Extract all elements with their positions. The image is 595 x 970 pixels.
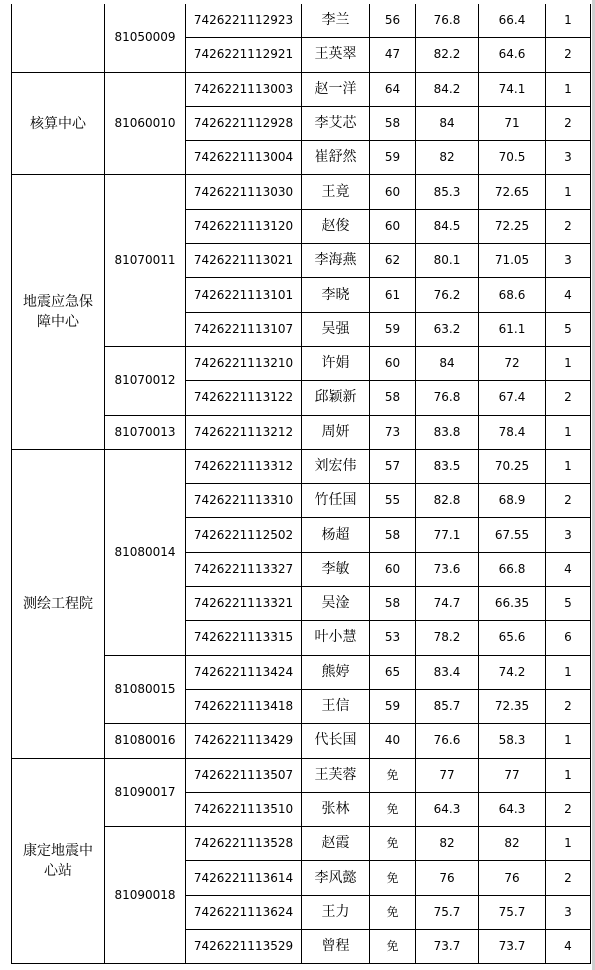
- written-score-cell: 免: [370, 861, 416, 895]
- interview-score-cell: 73.6: [416, 552, 479, 586]
- interview-score-cell: 84.2: [416, 72, 479, 106]
- total-score-cell: 65.6: [479, 621, 546, 655]
- interview-score-cell: 64.3: [416, 792, 479, 826]
- written-score-cell: 58: [370, 518, 416, 552]
- total-score-cell: 82: [479, 827, 546, 861]
- candidate-name-cell: 李敏: [302, 552, 370, 586]
- candidate-name-cell: 李艾芯: [302, 106, 370, 140]
- total-score-cell: 71.05: [479, 244, 546, 278]
- rank-cell: 1: [546, 72, 591, 106]
- rank-cell: 1: [546, 175, 591, 209]
- candidate-name-cell: 王力: [302, 895, 370, 929]
- position-code-cell: 81090017: [105, 758, 186, 827]
- exam-id-cell: 7426221113101: [186, 278, 302, 312]
- interview-score-cell: 75.7: [416, 895, 479, 929]
- candidate-name-cell: 李兰: [302, 4, 370, 38]
- total-score-cell: 74.2: [479, 655, 546, 689]
- candidate-name-cell: 叶小慧: [302, 621, 370, 655]
- candidate-name-cell: 刘宏伟: [302, 449, 370, 483]
- written-score-cell: 免: [370, 895, 416, 929]
- written-score-cell: 64: [370, 72, 416, 106]
- exam-id-cell: 7426221113624: [186, 895, 302, 929]
- written-score-cell: 40: [370, 724, 416, 758]
- candidate-name-cell: 王英翠: [302, 38, 370, 72]
- exam-id-cell: 7426221113210: [186, 346, 302, 380]
- exam-id-cell: 7426221113004: [186, 141, 302, 175]
- total-score-cell: 78.4: [479, 415, 546, 449]
- total-score-cell: 76: [479, 861, 546, 895]
- written-score-cell: 免: [370, 930, 416, 964]
- interview-score-cell: 77.1: [416, 518, 479, 552]
- exam-id-cell: 7426221113507: [186, 758, 302, 792]
- exam-id-cell: 7426221113120: [186, 209, 302, 243]
- total-score-cell: 67.4: [479, 381, 546, 415]
- candidate-name-cell: 许娟: [302, 346, 370, 380]
- written-score-cell: 60: [370, 175, 416, 209]
- interview-score-cell: 76.6: [416, 724, 479, 758]
- candidate-name-cell: 崔舒然: [302, 141, 370, 175]
- interview-score-cell: 82: [416, 141, 479, 175]
- candidate-name-cell: 杨超: [302, 518, 370, 552]
- written-score-cell: 58: [370, 106, 416, 140]
- candidate-name-cell: 吴强: [302, 312, 370, 346]
- candidate-name-cell: 王芙蓉: [302, 758, 370, 792]
- exam-id-cell: 7426221113310: [186, 484, 302, 518]
- interview-score-cell: 85.7: [416, 689, 479, 723]
- exam-id-cell: 7426221113429: [186, 724, 302, 758]
- written-score-cell: 62: [370, 244, 416, 278]
- interview-score-cell: 84: [416, 106, 479, 140]
- total-score-cell: 72.35: [479, 689, 546, 723]
- exam-id-cell: 7426221113327: [186, 552, 302, 586]
- exam-id-cell: 7426221113529: [186, 930, 302, 964]
- rank-cell: 2: [546, 792, 591, 826]
- exam-id-cell: 7426221112502: [186, 518, 302, 552]
- interview-score-cell: 63.2: [416, 312, 479, 346]
- written-score-cell: 56: [370, 4, 416, 38]
- total-score-cell: 72.65: [479, 175, 546, 209]
- total-score-cell: 58.3: [479, 724, 546, 758]
- interview-score-cell: 85.3: [416, 175, 479, 209]
- rank-cell: 1: [546, 415, 591, 449]
- exam-id-cell: 7426221113122: [186, 381, 302, 415]
- table-row: [12, 175, 591, 209]
- exam-id-cell: 7426221113424: [186, 655, 302, 689]
- total-score-cell: 66.4: [479, 4, 546, 38]
- written-score-cell: 73: [370, 415, 416, 449]
- rank-cell: 2: [546, 106, 591, 140]
- table-row: [12, 72, 591, 106]
- candidate-name-cell: 赵俊: [302, 209, 370, 243]
- written-score-cell: 58: [370, 587, 416, 621]
- candidate-name-cell: 熊婷: [302, 655, 370, 689]
- table-row: [12, 758, 591, 792]
- table-row: [12, 4, 591, 38]
- written-score-cell: 58: [370, 381, 416, 415]
- candidate-name-cell: 王竟: [302, 175, 370, 209]
- exam-id-cell: 7426221112921: [186, 38, 302, 72]
- interview-score-cell: 83.4: [416, 655, 479, 689]
- rank-cell: 2: [546, 381, 591, 415]
- exam-id-cell: 7426221112923: [186, 4, 302, 38]
- interview-score-cell: 82.8: [416, 484, 479, 518]
- candidate-name-cell: 张林: [302, 792, 370, 826]
- candidate-name-cell: 吴淦: [302, 587, 370, 621]
- candidate-name-cell: 赵霞: [302, 827, 370, 861]
- rank-cell: 3: [546, 895, 591, 929]
- total-score-cell: 72: [479, 346, 546, 380]
- exam-id-cell: 7426221113107: [186, 312, 302, 346]
- rank-cell: 4: [546, 552, 591, 586]
- position-code-cell: 81080014: [105, 449, 186, 655]
- written-score-cell: 61: [370, 278, 416, 312]
- rank-cell: 4: [546, 930, 591, 964]
- rank-cell: 1: [546, 346, 591, 380]
- rank-cell: 3: [546, 518, 591, 552]
- exam-id-cell: 7426221113030: [186, 175, 302, 209]
- exam-id-cell: 7426221113418: [186, 689, 302, 723]
- candidate-name-cell: 代长国: [302, 724, 370, 758]
- interview-score-cell: 74.7: [416, 587, 479, 621]
- interview-score-cell: 77: [416, 758, 479, 792]
- written-score-cell: 65: [370, 655, 416, 689]
- written-score-cell: 免: [370, 827, 416, 861]
- position-code-cell: 81070011: [105, 175, 186, 346]
- interview-score-cell: 83.5: [416, 449, 479, 483]
- rank-cell: 1: [546, 758, 591, 792]
- candidate-name-cell: 赵一洋: [302, 72, 370, 106]
- table-row: [12, 449, 591, 483]
- written-score-cell: 57: [370, 449, 416, 483]
- exam-id-cell: 7426221113021: [186, 244, 302, 278]
- candidate-name-cell: 李晓: [302, 278, 370, 312]
- total-score-cell: 70.5: [479, 141, 546, 175]
- exam-id-cell: 7426221113312: [186, 449, 302, 483]
- position-code-cell: 81050009: [105, 4, 186, 72]
- rank-cell: 2: [546, 38, 591, 72]
- total-score-cell: 74.1: [479, 72, 546, 106]
- interview-score-cell: 76: [416, 861, 479, 895]
- total-score-cell: 73.7: [479, 930, 546, 964]
- rank-cell: 1: [546, 655, 591, 689]
- position-code-cell: 81070013: [105, 415, 186, 449]
- candidate-name-cell: 王信: [302, 689, 370, 723]
- total-score-cell: 67.55: [479, 518, 546, 552]
- total-score-cell: 66.8: [479, 552, 546, 586]
- interview-score-cell: 73.7: [416, 930, 479, 964]
- position-code-cell: 81080016: [105, 724, 186, 758]
- written-score-cell: 免: [370, 758, 416, 792]
- rank-cell: 2: [546, 689, 591, 723]
- rank-cell: 1: [546, 724, 591, 758]
- written-score-cell: 47: [370, 38, 416, 72]
- total-score-cell: 77: [479, 758, 546, 792]
- position-code-cell: 81060010: [105, 72, 186, 175]
- position-code-cell: 81080015: [105, 655, 186, 724]
- rank-cell: 1: [546, 4, 591, 38]
- interview-score-cell: 84.5: [416, 209, 479, 243]
- rank-cell: 3: [546, 244, 591, 278]
- rank-cell: 4: [546, 278, 591, 312]
- department-cell: [12, 4, 105, 72]
- interview-score-cell: 84: [416, 346, 479, 380]
- written-score-cell: 55: [370, 484, 416, 518]
- results-table: [11, 4, 591, 964]
- exam-id-cell: 7426221113003: [186, 72, 302, 106]
- department-cell: 测绘工程院: [12, 449, 105, 758]
- exam-id-cell: 7426221113510: [186, 792, 302, 826]
- candidate-name-cell: 曾程: [302, 930, 370, 964]
- written-score-cell: 免: [370, 792, 416, 826]
- position-code-cell: 81070012: [105, 346, 186, 415]
- total-score-cell: 75.7: [479, 895, 546, 929]
- written-score-cell: 60: [370, 552, 416, 586]
- department-cell: 地震应急保障中心: [12, 175, 105, 449]
- written-score-cell: 60: [370, 209, 416, 243]
- exam-id-cell: 7426221113614: [186, 861, 302, 895]
- total-score-cell: 64.6: [479, 38, 546, 72]
- written-score-cell: 60: [370, 346, 416, 380]
- exam-id-cell: 7426221112928: [186, 106, 302, 140]
- exam-id-cell: 7426221113321: [186, 587, 302, 621]
- rank-cell: 1: [546, 449, 591, 483]
- position-code-cell: 81090018: [105, 827, 186, 964]
- written-score-cell: 59: [370, 312, 416, 346]
- rank-cell: 2: [546, 209, 591, 243]
- written-score-cell: 59: [370, 141, 416, 175]
- candidate-name-cell: 李海燕: [302, 244, 370, 278]
- rank-cell: 3: [546, 141, 591, 175]
- interview-score-cell: 76.8: [416, 4, 479, 38]
- department-cell: 康定地震中心站: [12, 758, 105, 964]
- candidate-name-cell: 周妍: [302, 415, 370, 449]
- total-score-cell: 71: [479, 106, 546, 140]
- candidate-name-cell: 李风懿: [302, 861, 370, 895]
- total-score-cell: 70.25: [479, 449, 546, 483]
- total-score-cell: 64.3: [479, 792, 546, 826]
- total-score-cell: 68.9: [479, 484, 546, 518]
- rank-cell: 6: [546, 621, 591, 655]
- results-table-body: [12, 4, 591, 964]
- interview-score-cell: 83.8: [416, 415, 479, 449]
- interview-score-cell: 76.2: [416, 278, 479, 312]
- rank-cell: 5: [546, 312, 591, 346]
- interview-score-cell: 78.2: [416, 621, 479, 655]
- rank-cell: 5: [546, 587, 591, 621]
- total-score-cell: 61.1: [479, 312, 546, 346]
- written-score-cell: 59: [370, 689, 416, 723]
- interview-score-cell: 76.8: [416, 381, 479, 415]
- interview-score-cell: 82: [416, 827, 479, 861]
- candidate-name-cell: 邱颖新: [302, 381, 370, 415]
- total-score-cell: 66.35: [479, 587, 546, 621]
- department-cell: 核算中心: [12, 72, 105, 175]
- interview-score-cell: 82.2: [416, 38, 479, 72]
- interview-score-cell: 80.1: [416, 244, 479, 278]
- candidate-name-cell: 竹任国: [302, 484, 370, 518]
- total-score-cell: 72.25: [479, 209, 546, 243]
- written-score-cell: 53: [370, 621, 416, 655]
- rank-cell: 2: [546, 484, 591, 518]
- rank-cell: 1: [546, 827, 591, 861]
- exam-id-cell: 7426221113315: [186, 621, 302, 655]
- exam-id-cell: 7426221113212: [186, 415, 302, 449]
- exam-id-cell: 7426221113528: [186, 827, 302, 861]
- total-score-cell: 68.6: [479, 278, 546, 312]
- rank-cell: 2: [546, 861, 591, 895]
